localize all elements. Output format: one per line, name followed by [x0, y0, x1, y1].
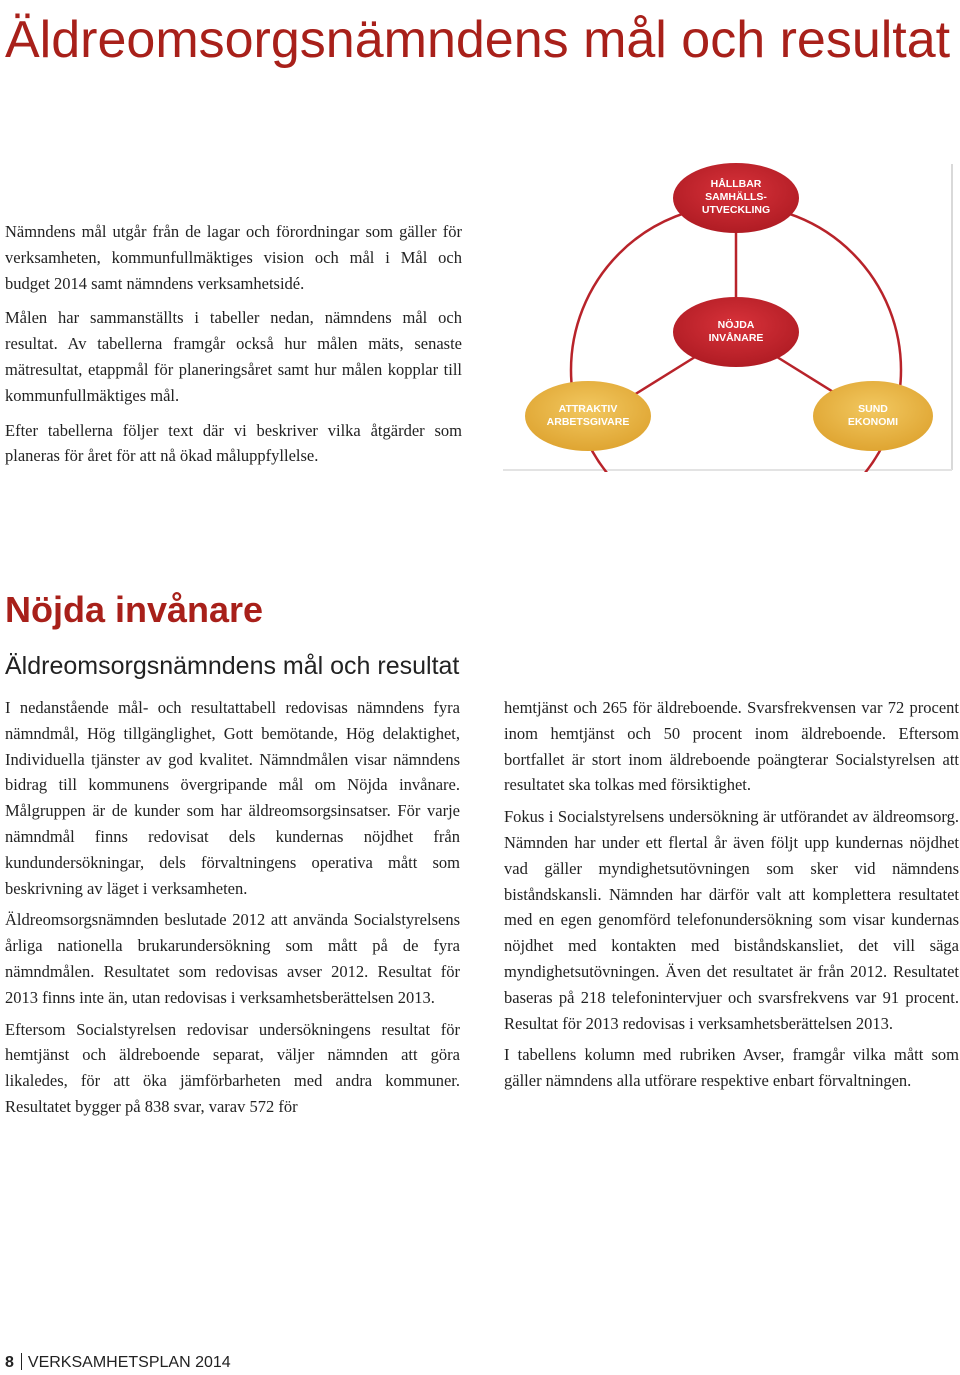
body-paragraph: Fokus i Socialstyrelsens undersökning är utförandet av äldreomsorg. Nämnden har under ett flertal år även följt upp kundernas nöjdhet vad gäller myndighetsutövningen som sker vid nämndens biståndskansli. Nämnden har därför valt att komplettera resultatet med en egen genomförd telefonundersökning som visar kundernas nöjdhet med kontakten med biståndskansliet, det vill säga myndighetsutövningen. Även det resultatet är från 2012. Resultatet baseras på 218 telefonintervjuer och svarsfrekvens var 91 procent. Resultat för 2013 redovisas i verksamhetsberättelsen 2013. [504, 807, 959, 1033]
page-number: 8 [5, 1354, 14, 1371]
intro-paragraph: Målen har sammanställts i tabeller nedan, nämndens mål och resultat. Av tabellerna framgår också hur målen mäts, senaste mätresultat, etappmål för planeringsåret samt hur målen kopplar till kommunfullmäktiges mål. [5, 308, 462, 405]
node-hallbar-label: HÅLLBAR [710, 178, 762, 190]
body-paragraph: I tabellens kolumn med rubriken Avser, framgår vilka mått som gäller nämndens alla utförare respektive enbart förvaltningen. [504, 1045, 959, 1091]
left-column [5, 695, 460, 1126]
right-column [504, 695, 959, 1100]
node-nojda-label: NÖJDA [717, 319, 755, 331]
section-heading: Nöjda invånare [5, 589, 264, 630]
intro-paragraph: Nämndens mål utgår från de lagar och förordningar som gäller för verksamheten, kommunfullmäktiges vision och mål i Mål och budget 2014 samt nämndens verksamhetsidé. [5, 222, 462, 293]
page-title: Äldreomsorgsnämndens mål och resultat [5, 11, 951, 69]
node-hallbar-label: UTVECKLING [701, 204, 771, 216]
node-sund-label: SUND [858, 403, 888, 415]
body-paragraph: Äldreomsorgsnämnden beslutade 2012 att använda Socialstyrelsens årliga nationella brukarundersökning som mått på de fyra nämndmålen. Resultatet som redovisas avser 2012. Resultat för 2013 finns inte än, utan redovisas i verksamhetsberättelsen 2013. [5, 910, 460, 1007]
node-nojda-label: INVÅNARE [708, 332, 764, 344]
body-paragraph: I nedanstående mål- och resultattabell redovisas nämndens fyra nämndmål, Hög tillgänglighet, Gott bemötande, Hög delaktighet, Individuella tjänster av god kvalitet. Nämndmålen visar nämndens bidrag till kommunens övergripande mål om Nöjda invånare. Målgruppen är de kunder som har äldreomsorgsinsatser. För varje nämndmål finns redovisat dels kundernas nöjdhet från kundundersökningar, dels förvaltningens operativa mått som beskrivning av läget i verksamheten. [5, 698, 460, 898]
footer-doc-title: VERKSAMHETSPLAN 2014 [27, 1354, 231, 1371]
body-paragraph: hemtjänst och 265 för äldreboende. Svarsfrekvensen var 72 procent inom hemtjänst och 50 procent inom äldreboende. Eftersom bortfallet är stort inom äldreboende poängterar Socialstyrelsen att resultatet ska tolkas med försiktighet. [504, 698, 959, 795]
footer-divider [21, 1353, 22, 1370]
node-attraktiv-label: ATTRAKTIV [558, 403, 618, 415]
intro-paragraph: Efter tabellerna följer text där vi beskriver vilka åtgärder som planeras för året för att nå ökad måluppfyllelse. [5, 420, 462, 466]
node-hallbar-label: SAMHÄLLS- [705, 191, 767, 203]
goals-diagram [503, 160, 955, 472]
body-paragraph: Eftersom Socialstyrelsen redovisar undersökningens resultat för hemtjänst och äldreboende separat, väljer nämnden att göra likaledes, för att öka jämförbarheten med andra kommuner. Resultatet bygger på 838 svar, varav 572 för [5, 1019, 460, 1116]
section-subheading: Äldreomsorgsnämndens mål och resultat [5, 652, 460, 680]
node-sund-label: EKONOMI [847, 416, 899, 428]
page-footer [5, 1352, 231, 1374]
node-attraktiv-label: ARBETSGIVARE [546, 416, 630, 428]
intro-text [5, 219, 462, 478]
